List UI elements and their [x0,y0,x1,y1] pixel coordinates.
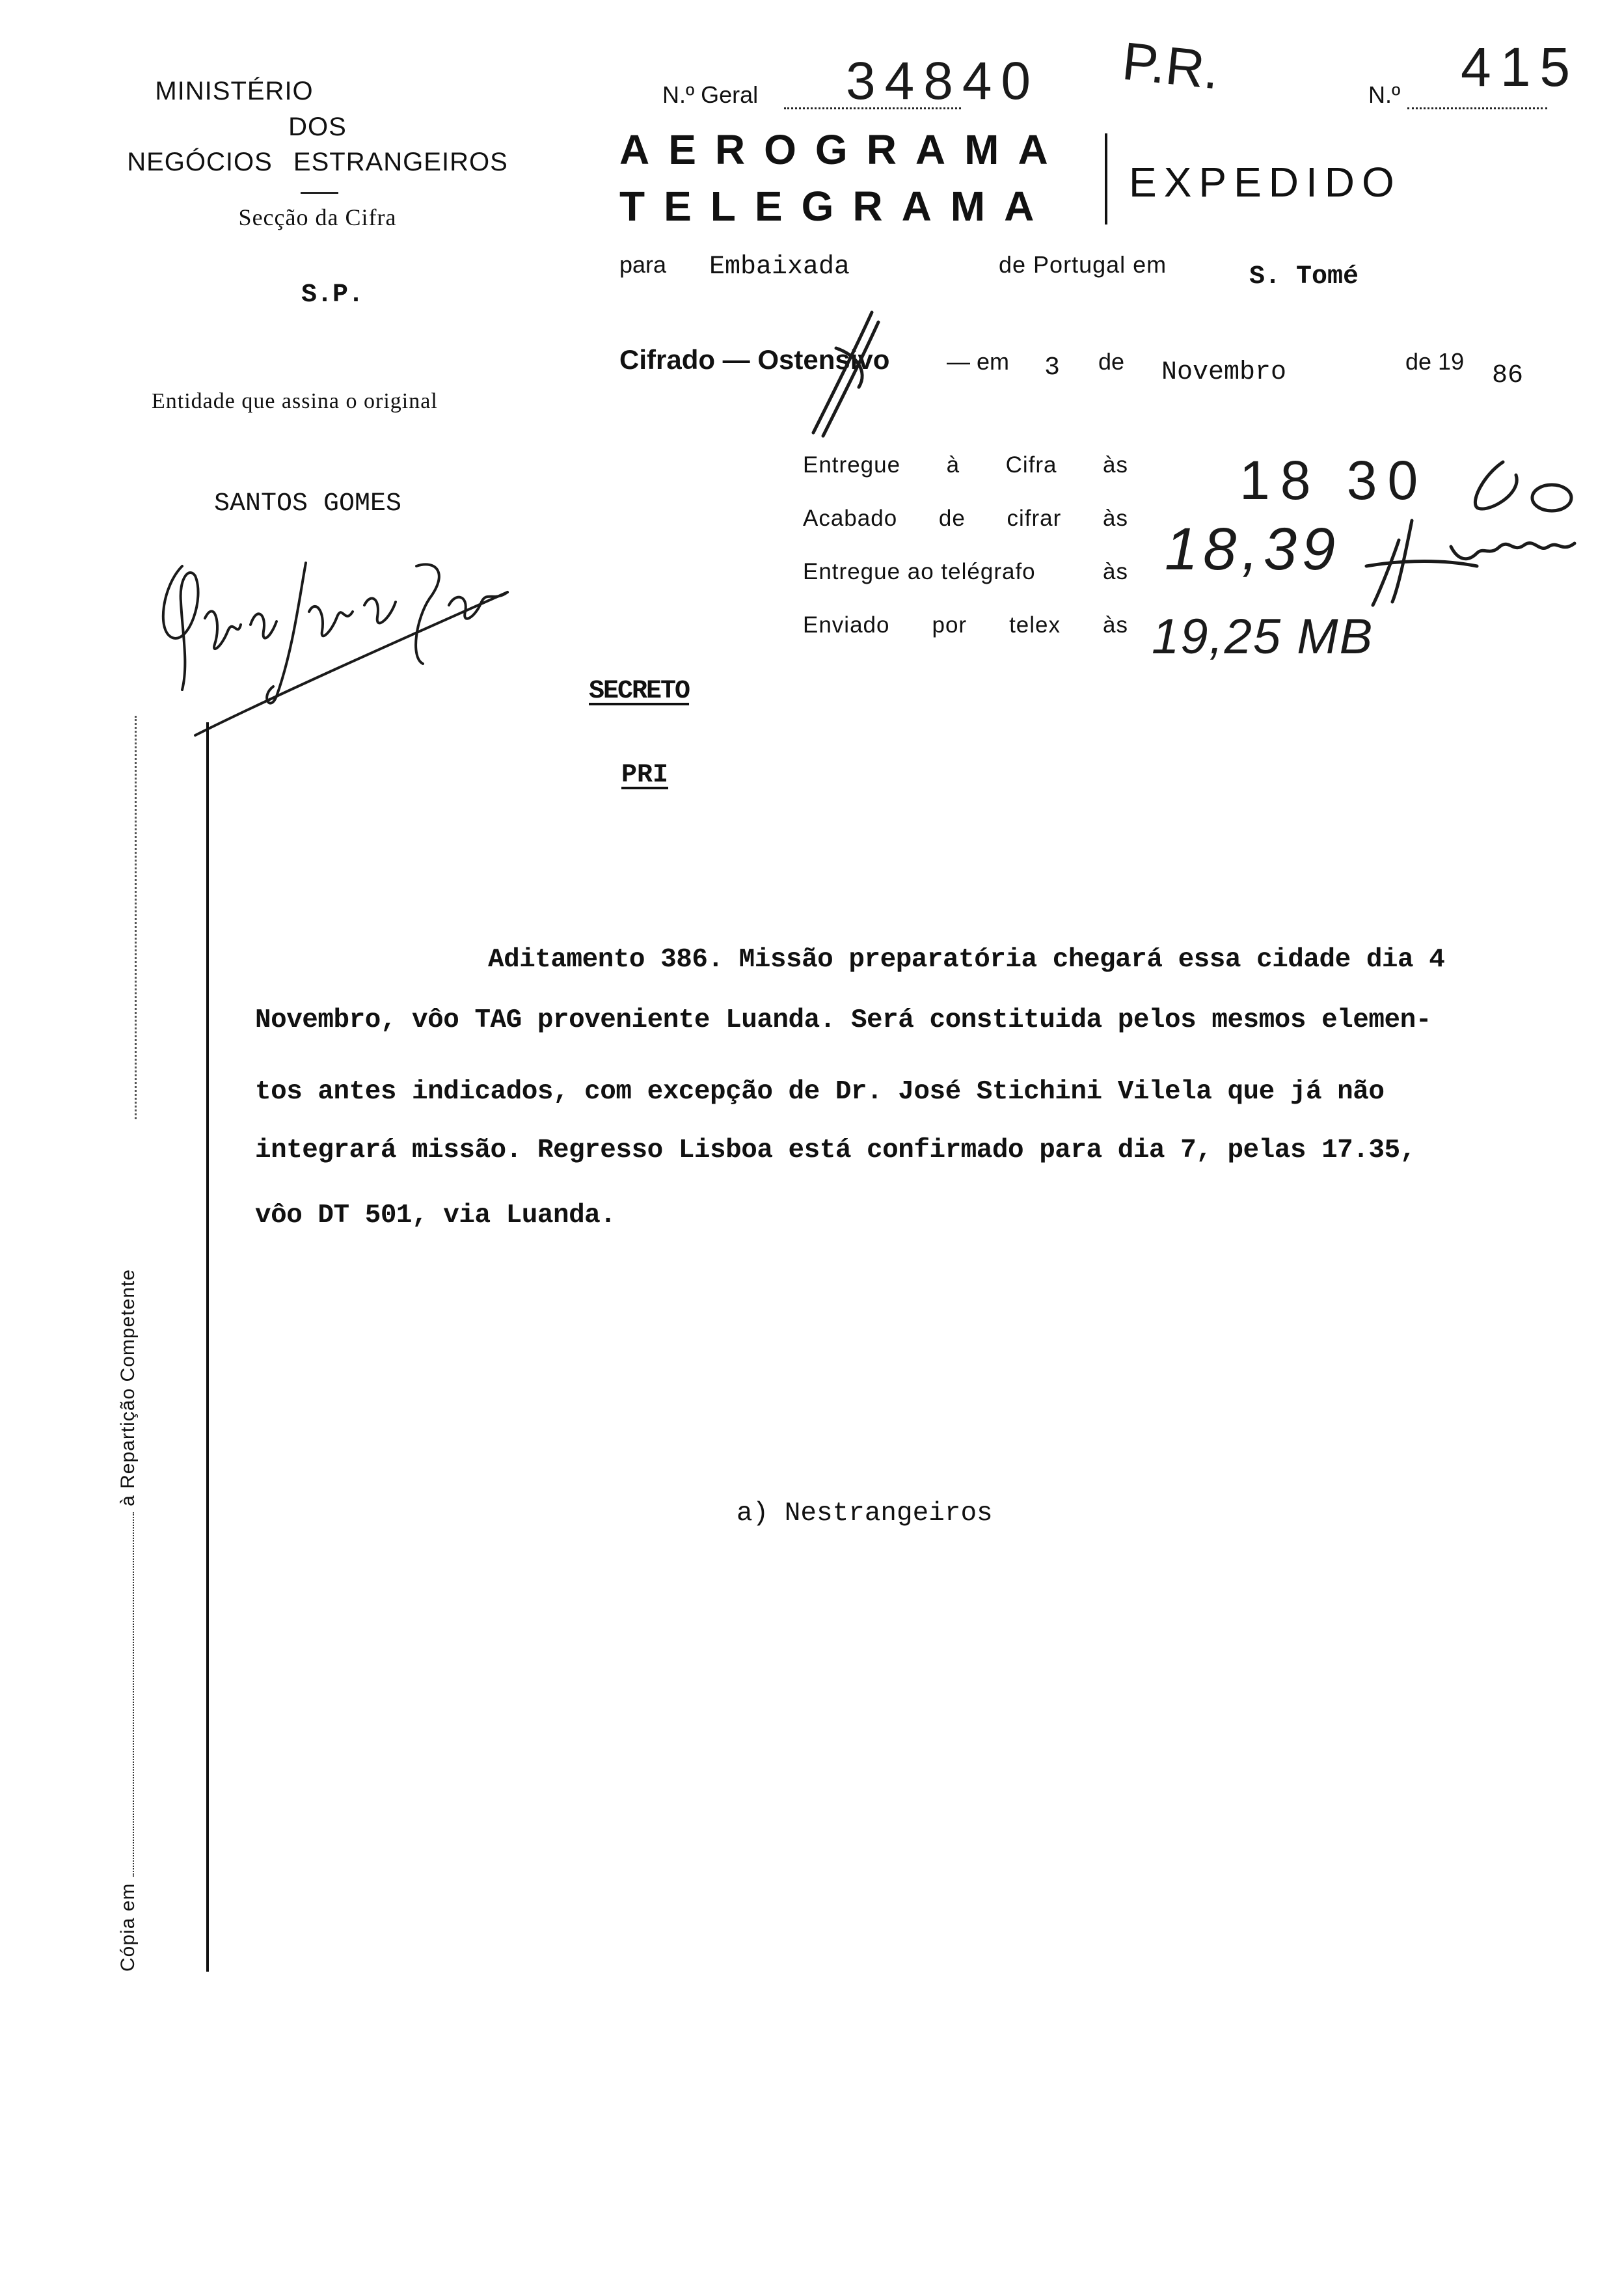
times-word: de [938,506,966,531]
times-label [803,506,1128,559]
geral-label: N.º Geral [662,81,759,108]
times-row [803,452,1128,506]
ministry-line-1: MINISTÉRIO [155,77,314,105]
copy-blank [133,1512,134,1877]
pr-mark: P.R. [1119,31,1223,101]
margin-dotted-rule [135,716,137,1119]
times-word: por [932,612,968,638]
times-row [803,559,1128,612]
time-delivered-cipher: 18 30 [1239,450,1429,511]
times-label [803,452,1128,506]
times-word: às [1103,559,1128,584]
mode-dash: — [722,344,750,375]
times-label [803,612,1128,666]
copy-label-text: Cópia em [117,1883,139,1972]
date-day: 3 [1044,353,1061,383]
times-word: Enviado [803,612,890,638]
mode-ostensivo: Ostensivo [757,344,890,375]
para-label: para [619,251,667,278]
signatory-caption: Entidade que assina o original [152,389,438,413]
date-year-label: de 19 [1405,348,1465,375]
times-word: telex [1009,612,1061,638]
closing-signature: a) Nestrangeiros [737,1499,993,1529]
title-bracket [1105,133,1111,224]
number-dotted [1407,107,1547,109]
times-table [803,452,1128,666]
title-telegrama: TELEGRAMA [619,183,1053,230]
clerk-initials [1353,449,1588,618]
times-word: cifrar [1007,506,1062,531]
signature [143,540,547,755]
copy-label [117,1269,139,1972]
priority: PRI [621,761,669,790]
times-word: às [1103,506,1128,531]
ministry-line-3: NEGÓCIOS ESTRANGEIROS [127,148,508,176]
classification: SECRETO [589,677,690,706]
mode-cifrado: Cifrado [619,344,715,375]
times-word: às [1103,452,1128,478]
ministry-line-2: DOS [288,113,347,141]
times-word: Entregue ao telégrafo [803,559,1036,584]
signatory-name: SANTOS GOMES [214,489,402,519]
body-line-2: Novembro, vôo TAG proveniente Luanda. Será constituida pelos mesmos elemen- [255,1005,1431,1035]
times-row [803,612,1128,666]
body-line-5: vôo DT 501, via Luanda. [255,1201,616,1230]
number-label: N.º [1368,81,1401,108]
status-expedido: EXPEDIDO [1129,159,1401,206]
date-de-label: de [1098,348,1125,375]
body-line-3: tos antes indicados, com excepção de Dr. José Stichini Vilela que já não [255,1077,1385,1107]
date-month: Novembro [1161,358,1287,387]
times-word: às [1103,612,1128,638]
office-code: S.P. [301,280,364,310]
de-portugal-label: de Portugal em [999,251,1167,278]
times-word: Entregue [803,452,901,478]
times-word: Cifra [1005,452,1057,478]
date-year: 86 [1492,361,1524,390]
times-label [803,559,1128,612]
time-sent-telex: 19,25 MB [1152,609,1374,664]
section-divider [301,192,338,194]
repartition-label-text: à Repartição Competente [117,1269,139,1506]
geral-number: 34840 [846,51,1040,111]
message-number: 415 [1461,36,1580,98]
destination-city: S. Tomé [1249,262,1359,292]
title-aerograma: AEROGRAMA [619,126,1067,173]
times-word: Acabado [803,506,898,531]
body-line-4: integrará missão. Regresso Lisboa está confirmado para dia 7, pelas 17.35, [255,1135,1416,1165]
body-line-1: Aditamento 386. Missão preparatória chegará essa cidade dia 4 [488,945,1445,975]
section-label: Secção da Cifra [238,204,397,230]
ostensivo-strike [797,309,888,439]
date-em-label: — em [947,348,1010,375]
margin-rule [206,722,209,1972]
time-ciphered: 18,39 [1165,516,1341,582]
times-word: à [946,452,960,478]
times-row [803,506,1128,559]
recipient: Embaixada [709,252,850,282]
